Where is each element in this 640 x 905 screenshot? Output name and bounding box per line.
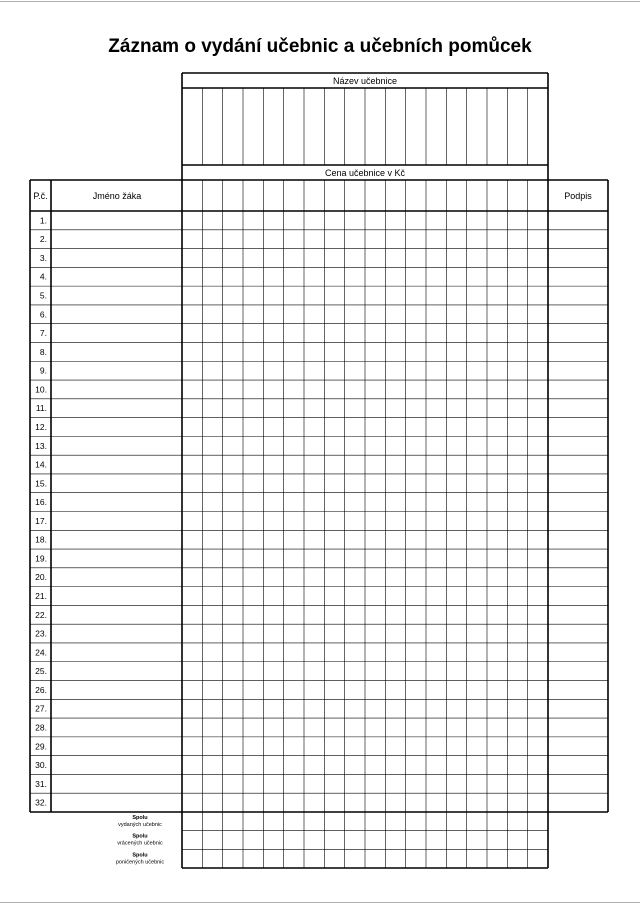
row-number: 15. — [35, 478, 47, 489]
row-number: 17. — [35, 515, 47, 526]
row-number: 6. — [39, 309, 47, 320]
row-number: 18. — [35, 534, 47, 545]
row-number: 8. — [39, 346, 47, 357]
grid-lines — [30, 88, 608, 868]
row-number: 27. — [35, 703, 47, 714]
row-number: 11. — [35, 403, 47, 414]
number-header: P.č. — [33, 191, 48, 201]
row-number: 24. — [35, 647, 47, 658]
row-number: 29. — [35, 741, 47, 752]
row-number: 22. — [35, 609, 47, 620]
row-number: 21. — [35, 591, 47, 602]
summary-label-bold: Spolu — [132, 852, 148, 859]
textbook-name-header: Název učebnice — [332, 76, 398, 86]
row-number: 5. — [39, 290, 47, 301]
row-number: 3. — [39, 252, 47, 263]
summary-label-bold: Spolu — [132, 815, 148, 821]
row-number: 16. — [35, 497, 47, 508]
row-number: 2. — [39, 234, 47, 245]
row-number: 31. — [35, 778, 47, 789]
row-number: 9. — [39, 365, 47, 376]
row-number: 12. — [35, 421, 47, 432]
row-number: 20. — [35, 572, 47, 583]
price-header: Cena učebnice v Kč — [324, 168, 406, 178]
summary-label: poničených učebnic — [115, 859, 165, 866]
summary-label: vrácených učebnic — [117, 840, 163, 847]
signature-header: Podpis — [564, 191, 592, 201]
row-number: 28. — [35, 722, 47, 733]
row-number: 1. — [39, 215, 47, 226]
row-number: 19. — [35, 553, 47, 564]
summary-label: vydaných učebnic — [118, 822, 162, 828]
document-title: Záznam o vydání učebnic a učebních pomůcek — [108, 36, 532, 57]
summary-label-bold: Spolu — [132, 833, 148, 840]
row-number: 26. — [35, 684, 47, 695]
row-number: 13. — [35, 440, 47, 451]
row-number: 23. — [35, 628, 47, 639]
student-name-header: Jméno žáka — [92, 191, 142, 201]
row-number: 32. — [35, 797, 47, 808]
row-number: 10. — [35, 384, 47, 395]
form-labels — [33, 76, 592, 865]
row-number: 25. — [35, 666, 47, 677]
row-number: 7. — [39, 328, 47, 339]
row-number: 4. — [39, 271, 47, 282]
row-number: 14. — [35, 459, 47, 470]
row-number: 30. — [35, 760, 47, 771]
